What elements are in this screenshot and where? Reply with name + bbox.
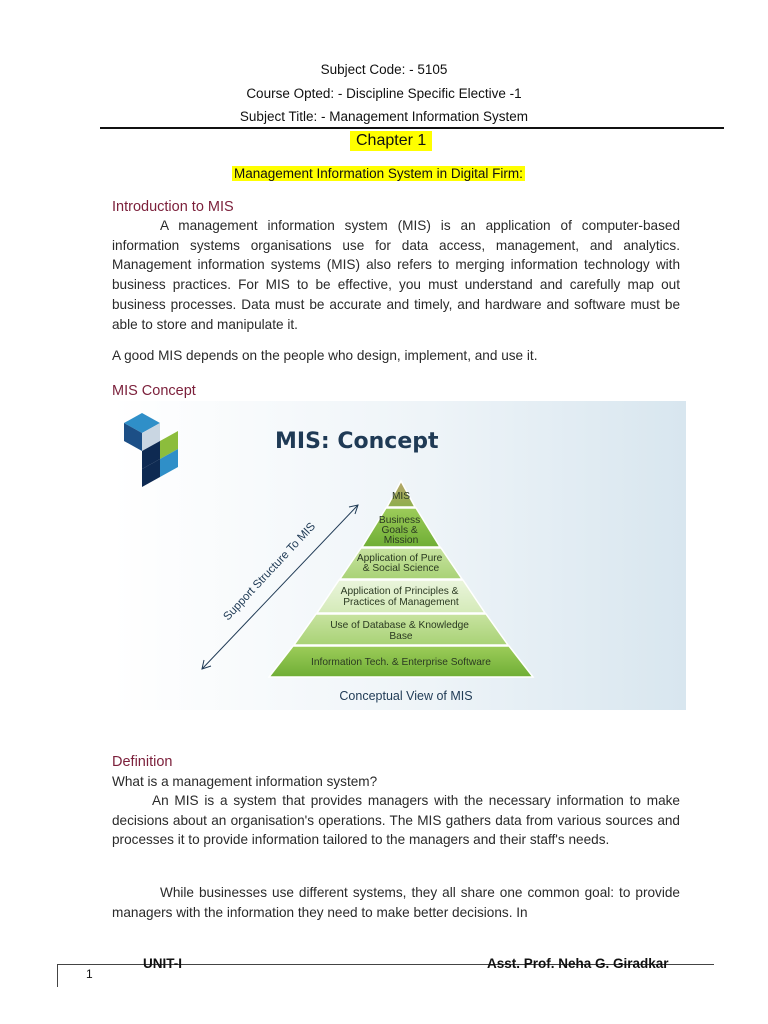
definition-paragraph: An MIS is a system that provides managers with the necessary information to make decisions about an organisation's operations. The MIS gathers data from various sources and processes it to provide information tailored to the managers and their staff's needs.	[112, 793, 680, 848]
course-opted: Course Opted: - Discipline Specific Elective -1	[246, 86, 522, 101]
footer-unit: UNIT-I	[143, 956, 182, 971]
subject-code: Subject Code: - 5105	[320, 62, 448, 77]
layer-label-2: Application of Pure & Social Science	[356, 553, 443, 574]
layer-label-3: Application of Principles & Practices of Management	[340, 586, 459, 608]
subject-title: Subject Title: - Management Information System	[239, 109, 529, 124]
mis-pyramid-graphic	[112, 401, 686, 710]
definition-heading: Definition	[112, 754, 173, 770]
definition-paragraph-2: While businesses use different systems, they all share one common goal: to provide managers with the information they need to make better decisions. In	[112, 885, 680, 920]
mis-concept-diagram	[112, 401, 686, 710]
support-structure-label: Support Structure To MIS	[221, 520, 319, 624]
diagram-title: MIS: Concept	[275, 429, 439, 454]
footer-author: Asst. Prof. Neha G. Giradkar	[487, 956, 669, 971]
intro-heading: Introduction to MIS	[112, 199, 234, 215]
layer-label-4: Use of Database & Knowledge Base	[330, 620, 469, 642]
chapter-heading: Chapter 1	[350, 131, 432, 151]
layer-label-0: MIS	[391, 491, 411, 502]
layer-label-1: Business Goals & Mission	[378, 515, 421, 546]
layer-label-5: Information Tech. & Enterprise Software	[311, 657, 491, 668]
page-number: 1	[86, 967, 93, 981]
logo-icon	[124, 413, 178, 487]
intro-paragraph: A management information system (MIS) is an application of computer-based information systems organisations use for data access, management, and analytics. Management information systems (MIS) also refers to merging information technology with business practices. For MIS to be effective, you must understand and carefully map out business processes. Data must be accurate and timely, and hardware and software must be able to store and manipulate it.	[112, 218, 680, 332]
header-rule	[100, 127, 724, 129]
diagram-caption: Conceptual View of MIS	[339, 689, 473, 703]
pyramid	[269, 481, 533, 677]
definition-question: What is a management information system?	[112, 774, 378, 789]
concept-heading: MIS Concept	[112, 383, 196, 399]
chapter-subtitle: Management Information System in Digital Firm:	[234, 166, 523, 181]
intro-paragraph-2: A good MIS depends on the people who design, implement, and use it.	[112, 348, 538, 363]
